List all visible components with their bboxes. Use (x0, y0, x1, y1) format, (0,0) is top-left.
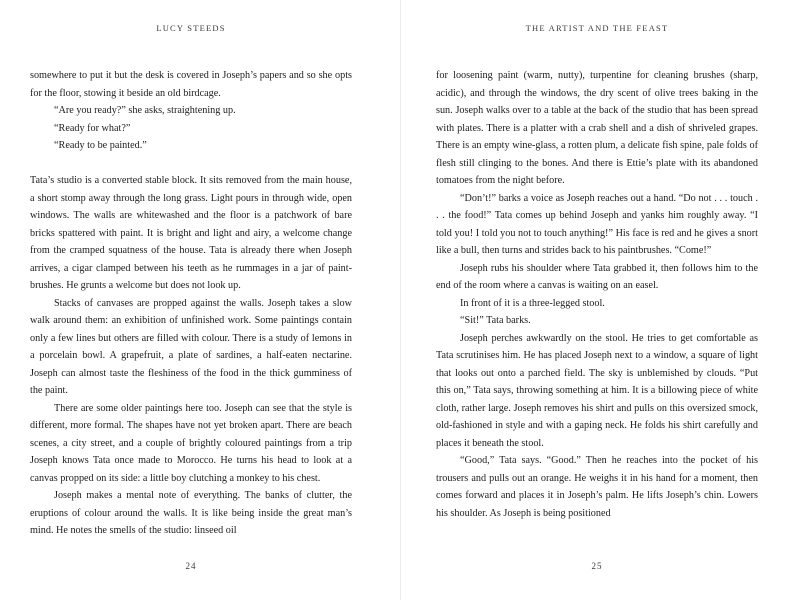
paragraph: Joseph makes a mental note of everything. The banks of clutter, the eruptions of colour around the walls. It is like being inside the great man’s mind. He notes the smells of the studio: linseed oil (30, 490, 352, 536)
paragraph: “Good,” Tata says. “Good.” Then he reaches into the pocket of his trousers and pulls out an orange. He weighs it in his hand for a moment, then comes forward and places it in Joseph’s palm. He lifts Joseph’s chin. Lowers his shoulder. As Joseph is being positioned (436, 455, 758, 519)
paragraph: “Ready for what?” (54, 122, 131, 134)
right-page (424, 0, 800, 600)
paragraph: “Are you ready?” she asks, straightening up. (54, 105, 236, 116)
paragraph: Joseph perches awkwardly on the stool. He tries to get comfortable as Tata scrutinises him. He has placed Joseph next to a window, a square of light that looks out onto a parched field. The sky is unblemished by clouds. “Put this on,” Tata says, throwing something at him. It is a billowing piece of white cloth, rather large. Joseph removes his shirt and pulls on this oversized smock, old-fashioned in style and with a gaping neck. He folds his shirt carefully and places it beneath the stool. (436, 332, 758, 449)
running-head-title: THE ARTIST AND THE FEAST (525, 23, 669, 33)
page-number: 25 (591, 561, 603, 571)
paragraph: “Sit!” Tata barks. (460, 315, 531, 326)
paragraph: somewhere to put it but the desk is covered in Joseph’s papers and so she opts for the floor, stowing it beside an old birdcage. (30, 70, 352, 99)
paragraph: “Don’t!” barks a voice as Joseph reaches out a hand. “Do not . . . touch . . . the food!” Tata comes up behind Joseph and yanks him roughly away. “I told you! I told you not to touch anything!” His face is red and he gives a snort like a bull, then turns and strides back to his paintbrushes. “Come!” (436, 192, 758, 256)
paragraph: Joseph rubs his shoulder where Tata grabbed it, then follows him to the end of the room where a canvas is waiting on an easel. (436, 262, 758, 291)
left-page (22, 0, 402, 600)
paragraph: Stacks of canvases are propped against the walls. Joseph takes a slow walk around them: an exhibition of unfinished work. Some paintings contain only a few lines but others are filled with colour. There is a study of lemons in a porcelain bowl. A grapefruit, a plate of sardines, a half-eaten nectarine. Joseph can almost taste the fleshiness of the food in the thick gumminess of the paint. (30, 297, 352, 396)
paragraph: “Ready to be painted.” (54, 140, 147, 151)
paragraph: Tata’s studio is a converted stable block. It sits removed from the main house, a short stomp away through the long grass. Light pours in through wide, open windows. The walls are whitewashed and the floor is a patchwork of bare bricks spattered with paint. It is bright and light and airy, a welcome change from the cramped squatness of the house. Tata is already there when Joseph arrives, a cigar clamped between his teeth as he rummages in a jar of paint-brushes. He grunts a welcome but does not look up. (30, 175, 352, 291)
page-number: 24 (185, 561, 197, 571)
paragraph: There are some older paintings here too. Joseph can see that the style is different, more formal. The shapes have not yet broken apart. There are beach scenes, a city street, and a couple of brightly coloured paintings from a trip Joseph knows Tata once made to Morocco. He turns his head to look at a canvas propped on its side: a little boy clutching a monkey to his chest. (30, 402, 352, 484)
gutter-divider (400, 0, 401, 600)
running-head-author: LUCY STEEDS (156, 23, 226, 33)
paragraph: In front of it is a three-legged stool. (460, 297, 605, 309)
paragraph: for loosening paint (warm, nutty), turpentine for cleaning brushes (sharp, acidic), and through the windows, the dry scent of olive trees baking in the sun. Joseph walks over to a table at the back of the studio that has been spread with plates. There is a platter with a crab shell and a dish of shriveled grapes. There is an empty wine-glass, a rotten plum, a delicate fish spine, pale folds of flesh still clinging to the bones. And there is Ettie’s plate with its abandoned tomatoes from the night before. (436, 70, 758, 186)
right-page-body (436, 67, 758, 522)
left-page-body (30, 67, 352, 540)
